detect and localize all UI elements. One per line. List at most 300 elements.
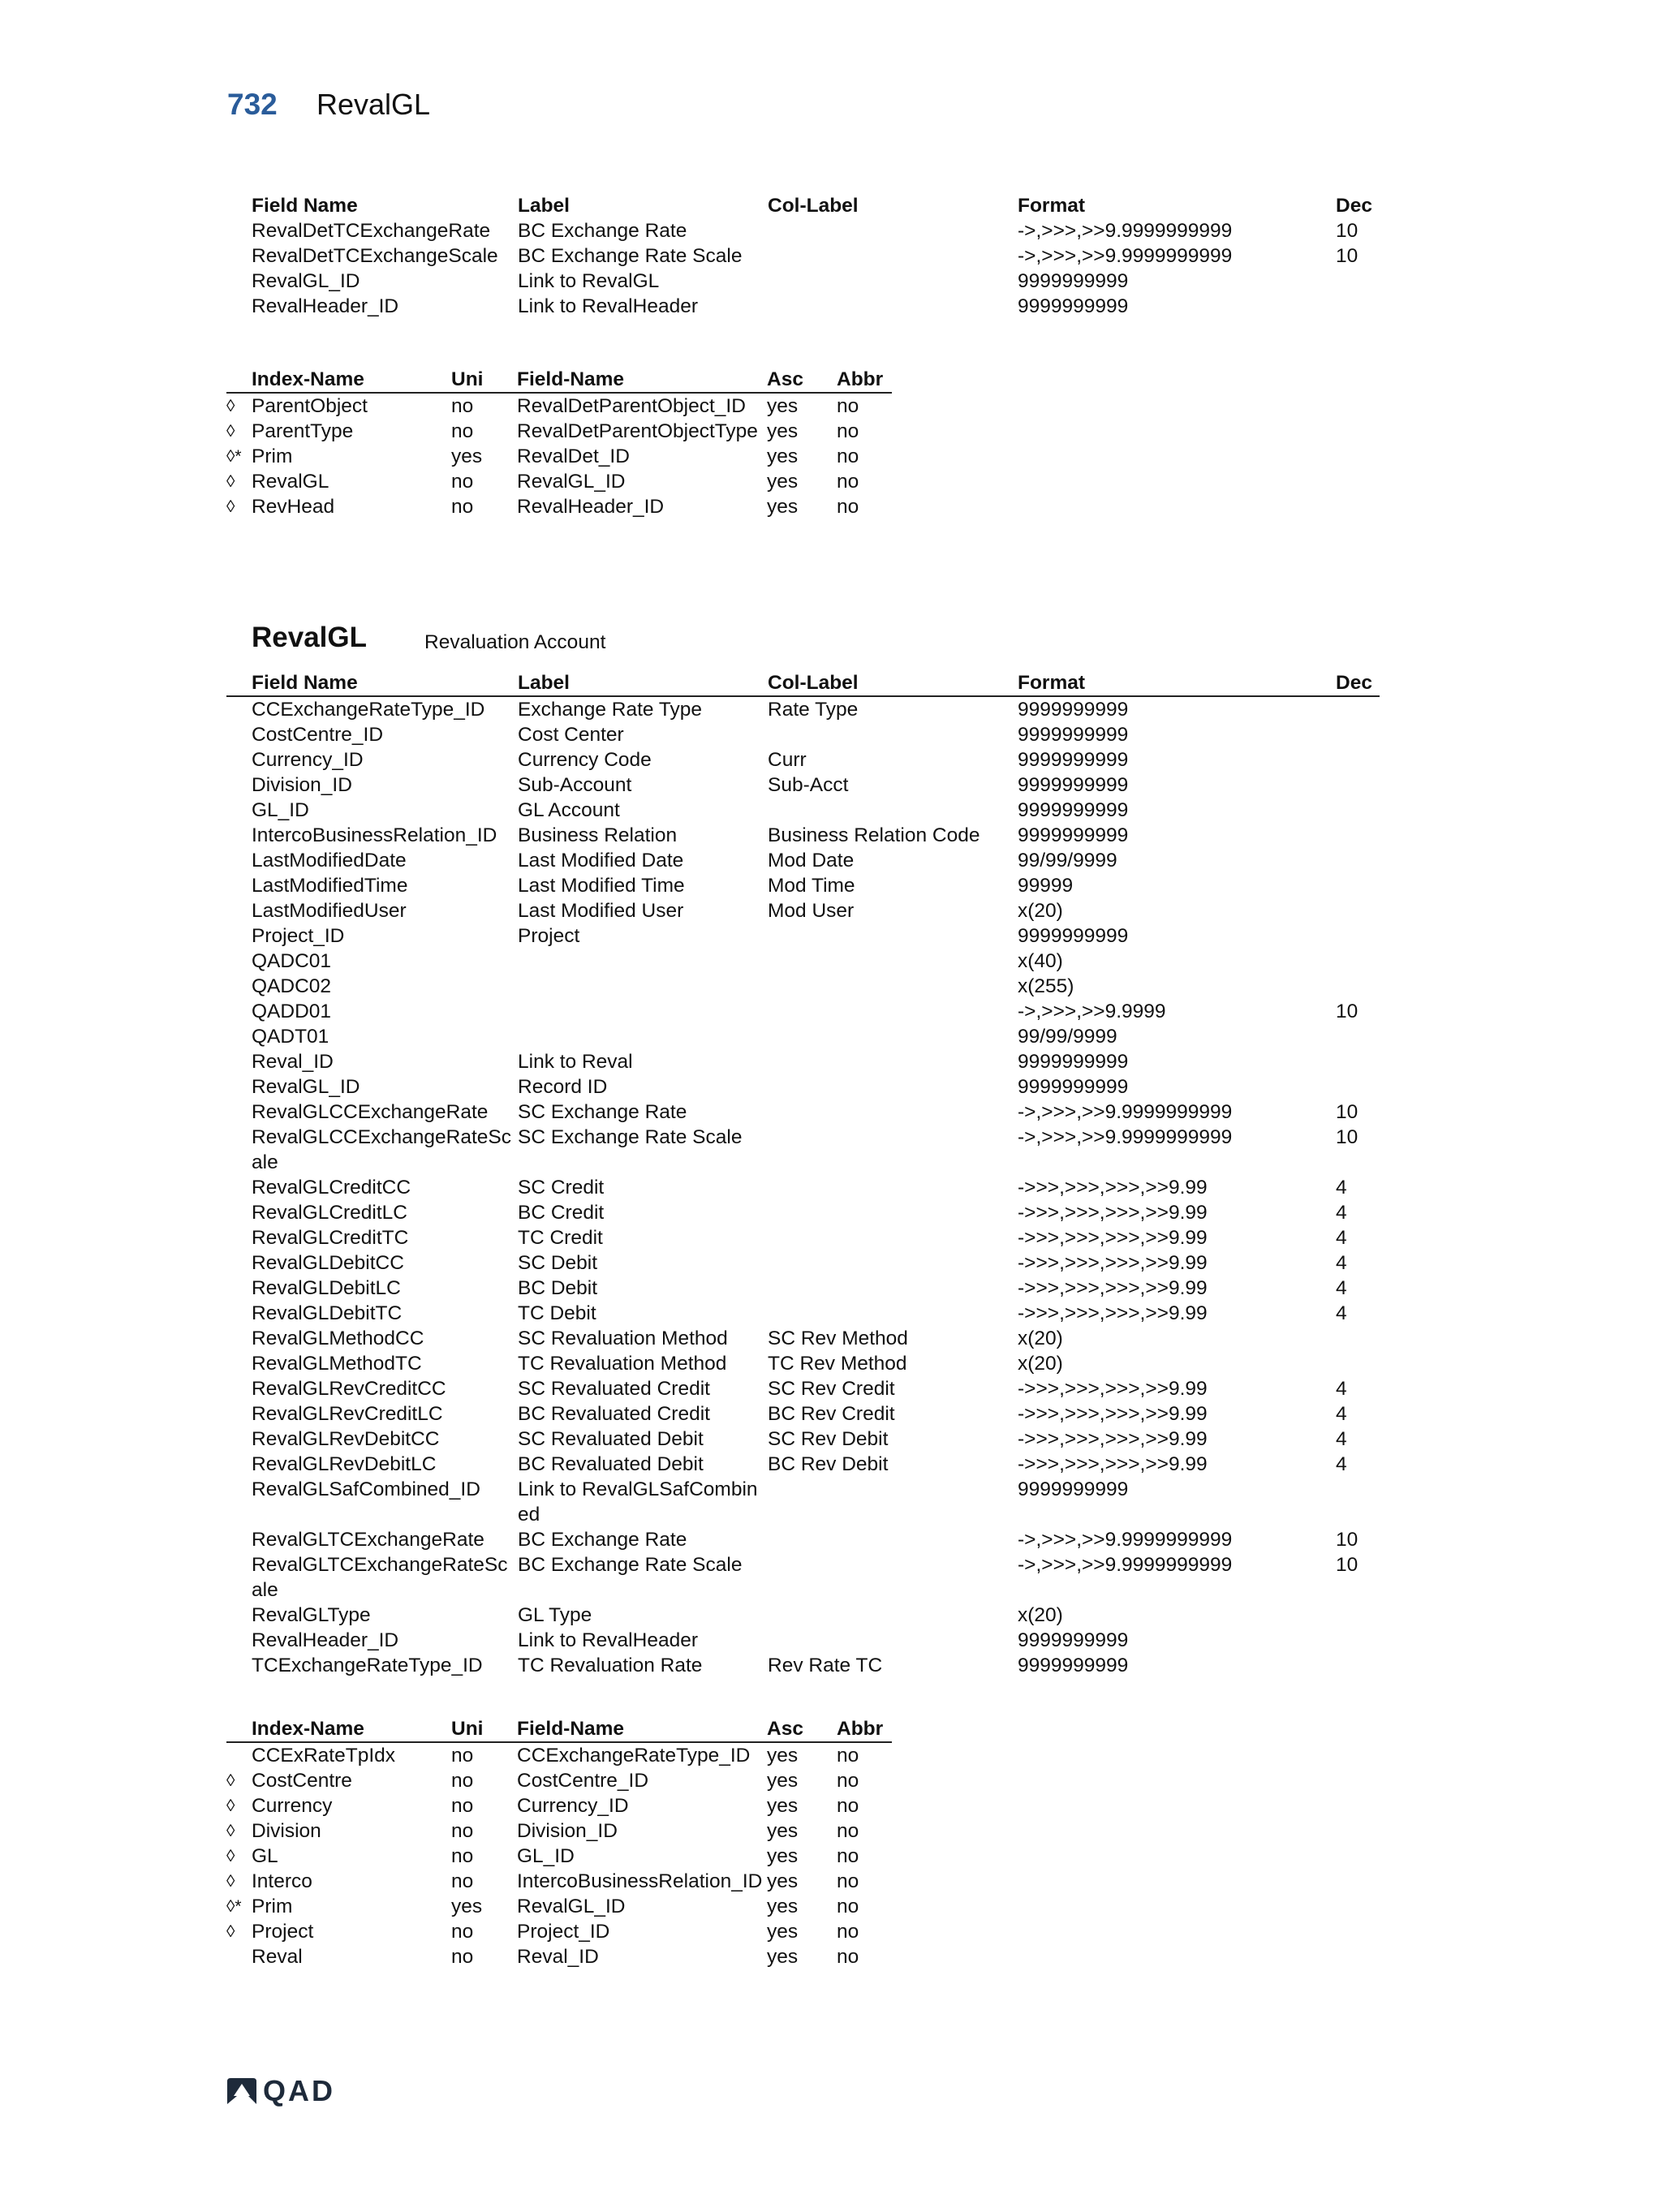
- table-cell: yes: [767, 1946, 799, 1968]
- marker-cell: [226, 1301, 252, 1326]
- table-cell: no: [451, 395, 474, 417]
- table-cell: BC Exchange Rate Scale: [518, 245, 743, 267]
- table-cell: 9999999999: [1018, 270, 1129, 292]
- index-marker: [226, 1742, 252, 1768]
- marker-column-header: [226, 1716, 252, 1742]
- table-cell: RevalDetTCExchangeScale: [252, 245, 498, 267]
- marker-cell: [226, 696, 252, 722]
- column-header: Col-Label: [768, 195, 859, 217]
- table-cell: Curr: [768, 749, 807, 771]
- marker-cell: [226, 747, 252, 772]
- index-marker: ◊: [226, 1922, 235, 1941]
- index-marker: ◊*: [226, 447, 242, 466]
- table-cell: ->,>>>,>>9.9999999999: [1018, 1529, 1233, 1551]
- marker-cell: [226, 1628, 252, 1653]
- table-cell: RevHead: [252, 496, 335, 518]
- table-cell: [768, 1552, 1018, 1603]
- table-cell: RevalGLRevDebitLC: [252, 1453, 437, 1475]
- table-cell: RevalGL_ID: [252, 270, 360, 292]
- table-cell: [1336, 798, 1380, 823]
- table-cell: [768, 722, 1018, 747]
- index-table-top-header: [226, 367, 892, 393]
- table-cell: [768, 218, 1018, 243]
- table-cell: ->>>,>>>,>>>,>>9.99: [1018, 1302, 1208, 1324]
- table-cell: [1336, 1024, 1380, 1049]
- index-marker: ◊: [226, 422, 235, 441]
- table-cell: RevalDetTCExchangeRate: [252, 220, 491, 242]
- index-table-main-header: [226, 1716, 892, 1742]
- table-row: [226, 393, 892, 419]
- table-cell: LastModifiedUser: [252, 900, 407, 922]
- table-cell: [768, 269, 1018, 294]
- table-cell: 9999999999: [1018, 295, 1129, 317]
- table-cell: CostCentre_ID: [517, 1770, 649, 1792]
- table-row: [226, 1100, 1380, 1125]
- table-row: [226, 444, 892, 469]
- table-cell: 9999999999: [1018, 749, 1129, 771]
- table-cell: GL_ID: [252, 799, 309, 821]
- table-cell: RevalHeader_ID: [252, 295, 399, 317]
- index-table-main-body: [226, 1742, 892, 1969]
- qad-logo-text: QAD: [263, 2074, 335, 2107]
- table-cell: LastModifiedDate: [252, 850, 407, 871]
- table-cell: x(20): [1018, 1604, 1063, 1626]
- marker-cell: [226, 1175, 252, 1200]
- table-row: [226, 1125, 1380, 1175]
- column-header: Abbr: [837, 1716, 892, 1742]
- header-row: [226, 1716, 892, 1742]
- table-cell: 4: [1336, 1252, 1347, 1274]
- table-cell: TCExchangeRateType_ID: [252, 1655, 483, 1676]
- marker-cell: [226, 722, 252, 747]
- table-cell: IntercoBusinessRelation_ID: [252, 824, 497, 846]
- table-cell: [768, 1276, 1018, 1301]
- table-row: [226, 1351, 1380, 1376]
- index-table-top-body: [226, 393, 892, 519]
- table-row: [226, 1944, 892, 1969]
- table-cell: RevalDetParentObject_ID: [517, 395, 746, 417]
- table-cell: 4: [1336, 1227, 1347, 1249]
- table-cell: yes: [767, 395, 799, 417]
- table-cell: [768, 974, 1018, 999]
- marker-cell: [226, 1024, 252, 1049]
- table-row: [226, 1653, 1380, 1678]
- column-header: Field Name: [252, 195, 358, 217]
- table-cell: 10: [1336, 1101, 1358, 1123]
- table-cell: RevalGLRevCreditCC: [252, 1378, 446, 1400]
- marker-cell: [226, 1427, 252, 1452]
- marker-cell: [226, 1653, 252, 1678]
- table-cell: no: [837, 1896, 859, 1917]
- table-row: [226, 1401, 1380, 1427]
- table-cell: ->>>,>>>,>>>,>>9.99: [1018, 1177, 1208, 1199]
- table-cell: [768, 1527, 1018, 1552]
- table-cell: Sub-Acct: [768, 774, 849, 796]
- column-header: Uni: [451, 367, 517, 393]
- table-cell: no: [451, 496, 474, 518]
- table-cell: [1336, 294, 1380, 319]
- table-cell: [1336, 848, 1380, 873]
- index-marker: ◊: [226, 1771, 235, 1790]
- table-cell: [518, 949, 768, 974]
- table-cell: RevalDet_ID: [517, 445, 630, 467]
- table-cell: [1336, 1653, 1380, 1678]
- index-table-main: [226, 1716, 892, 1969]
- table-row: [226, 1894, 892, 1919]
- table-cell: no: [837, 1845, 859, 1867]
- table-cell: TC Revaluation Method: [518, 1353, 727, 1375]
- header-row: [226, 670, 1380, 696]
- table-row: [226, 1276, 1380, 1301]
- table-row: [252, 294, 1380, 319]
- table-cell: ->,>>>,>>9.9999999999: [1018, 1554, 1233, 1576]
- table-cell: 9999999999: [1018, 824, 1129, 846]
- marker-cell: [226, 898, 252, 923]
- table-cell: [518, 1024, 768, 1049]
- table-cell: [768, 1024, 1018, 1049]
- table-cell: ->>>,>>>,>>>,>>9.99: [1018, 1428, 1208, 1450]
- table-cell: SC Revaluated Debit: [518, 1428, 704, 1450]
- fields-table-main-body: [226, 696, 1380, 1678]
- table-row: [226, 1326, 1380, 1351]
- table-row: [226, 1225, 1380, 1250]
- table-cell: [1336, 923, 1380, 949]
- table-cell: no: [451, 1845, 474, 1867]
- table-cell: CostCentre: [252, 1770, 352, 1792]
- index-marker: ◊: [226, 1797, 235, 1815]
- table-cell: BC Revaluated Credit: [518, 1403, 710, 1425]
- table-cell: RevalGLDebitTC: [252, 1302, 403, 1324]
- table-cell: no: [837, 1946, 859, 1968]
- section-title: RevalGL: [252, 622, 367, 653]
- table-cell: RevalGLRevDebitCC: [252, 1428, 440, 1450]
- marker-cell: [226, 1276, 252, 1301]
- marker-cell: [226, 999, 252, 1024]
- fields-table-top: [252, 193, 1380, 319]
- table-cell: 9999999999: [1018, 1076, 1129, 1098]
- table-cell: 10: [1336, 245, 1358, 267]
- table-cell: Business Relation: [518, 824, 678, 846]
- table-cell: x(40): [1018, 950, 1063, 972]
- table-cell: [1336, 696, 1380, 722]
- table-cell: 4: [1336, 1277, 1347, 1299]
- table-cell: [768, 1100, 1018, 1125]
- table-cell: x(20): [1018, 1328, 1063, 1349]
- table-cell: RevalHeader_ID: [517, 496, 665, 518]
- table-row: [226, 1844, 892, 1869]
- marker-cell: [226, 1125, 252, 1175]
- table-cell: ->,>>>,>>9.9999999999: [1018, 1101, 1233, 1123]
- table-cell: Link to RevalGLSafCombined: [518, 1478, 758, 1526]
- table-cell: yes: [767, 1896, 799, 1917]
- table-row: [226, 1919, 892, 1944]
- table-cell: RevalGL_ID: [517, 1896, 626, 1917]
- table-row: [226, 949, 1380, 974]
- table-cell: 99/99/9999: [1018, 850, 1117, 871]
- table-cell: BC Rev Credit: [768, 1403, 895, 1425]
- table-cell: Project: [252, 1921, 314, 1943]
- table-row: [226, 747, 1380, 772]
- table-cell: 10: [1336, 1001, 1358, 1022]
- column-header: Format: [1018, 195, 1086, 217]
- marker-cell: [226, 1552, 252, 1603]
- table-row: [226, 1477, 1380, 1527]
- marker-cell: [226, 848, 252, 873]
- index-marker: ◊: [226, 497, 235, 516]
- table-row: [226, 823, 1380, 848]
- table-row: [226, 1200, 1380, 1225]
- table-cell: Mod Date: [768, 850, 855, 871]
- table-cell: BC Credit: [518, 1202, 605, 1224]
- table-cell: ->>>,>>>,>>>,>>9.99: [1018, 1378, 1208, 1400]
- column-header: Index-Name: [252, 367, 451, 393]
- index-marker: ◊*: [226, 1897, 242, 1916]
- table-cell: Link to RevalHeader: [518, 1629, 698, 1651]
- table-row: [226, 419, 892, 444]
- table-row: [226, 1742, 892, 1768]
- table-cell: Sub-Account: [518, 774, 632, 796]
- table-cell: 4: [1336, 1403, 1347, 1425]
- table-cell: Cost Center: [518, 724, 624, 746]
- table-cell: [1336, 823, 1380, 848]
- table-cell: Business Relation Code: [768, 824, 980, 846]
- table-cell: yes: [767, 1770, 799, 1792]
- index-marker: ◊: [226, 1847, 235, 1866]
- table-cell: SC Debit: [518, 1252, 598, 1274]
- table-cell: Project_ID: [517, 1921, 610, 1943]
- table-cell: Prim: [252, 1896, 293, 1917]
- index-marker: ◊: [226, 397, 235, 415]
- table-cell: RevalGLCreditLC: [252, 1202, 407, 1224]
- table-cell: [768, 1125, 1018, 1175]
- table-cell: Mod Time: [768, 875, 855, 897]
- table-cell: ParentObject: [252, 395, 368, 417]
- table-row: [226, 1376, 1380, 1401]
- table-cell: no: [451, 1745, 474, 1767]
- table-cell: [768, 1200, 1018, 1225]
- table-cell: [1336, 1603, 1380, 1628]
- column-header: Label: [518, 670, 768, 696]
- table-cell: Interco: [252, 1870, 312, 1892]
- table-cell: [768, 1250, 1018, 1276]
- table-cell: QADC01: [252, 950, 332, 972]
- section-description: Revaluation Account: [424, 631, 606, 653]
- table-cell: 10: [1336, 1529, 1358, 1551]
- marker-column-header: [226, 670, 252, 696]
- column-header: Asc: [767, 1716, 837, 1742]
- table-cell: x(255): [1018, 975, 1074, 997]
- table-row: [252, 269, 1380, 294]
- marker-cell: [226, 798, 252, 823]
- column-header: Field-Name: [517, 367, 767, 393]
- marker-cell: [226, 1452, 252, 1477]
- table-cell: SC Exchange Rate Scale: [518, 1126, 743, 1148]
- table-cell: [518, 974, 768, 999]
- table-cell: no: [837, 471, 859, 493]
- table-cell: ->>>,>>>,>>>,>>9.99: [1018, 1453, 1208, 1475]
- table-cell: Last Modified Time: [518, 875, 685, 897]
- marker-cell: [226, 1326, 252, 1351]
- index-marker: [226, 1944, 252, 1969]
- table-cell: 10: [1336, 1126, 1358, 1148]
- table-cell: yes: [767, 471, 799, 493]
- qad-logo: [226, 2074, 335, 2108]
- table-cell: [1336, 1049, 1380, 1074]
- table-cell: 10: [1336, 1554, 1358, 1576]
- column-header: Dec: [1336, 670, 1380, 696]
- table-row: [226, 469, 892, 494]
- page-header-title: RevalGL: [316, 88, 431, 121]
- table-cell: 9999999999: [1018, 925, 1129, 947]
- page-number: 732: [227, 88, 278, 121]
- table-cell: SC Rev Credit: [768, 1378, 895, 1400]
- table-cell: GL: [252, 1845, 278, 1867]
- table-cell: Rev Rate TC: [768, 1655, 883, 1676]
- table-cell: [1336, 974, 1380, 999]
- table-cell: RevalGLMethodCC: [252, 1328, 424, 1349]
- table-row: [226, 1452, 1380, 1477]
- marker-cell: [226, 1200, 252, 1225]
- qad-logo-mark-icon: [226, 2076, 258, 2106]
- table-cell: no: [837, 420, 859, 442]
- table-cell: CCExRateTpIdx: [252, 1745, 396, 1767]
- table-cell: Currency: [252, 1795, 333, 1817]
- table-cell: Project: [518, 925, 580, 947]
- marker-cell: [226, 1603, 252, 1628]
- table-cell: 99999: [1018, 875, 1074, 897]
- table-cell: Prim: [252, 445, 293, 467]
- table-cell: no: [837, 1745, 859, 1767]
- table-cell: SC Exchange Rate: [518, 1101, 687, 1123]
- header-row: [226, 367, 892, 393]
- table-cell: Currency Code: [518, 749, 652, 771]
- table-cell: [518, 999, 768, 1024]
- table-row: [226, 1768, 892, 1793]
- table-cell: ->,>>>,>>9.9999: [1018, 1001, 1166, 1022]
- table-cell: Rate Type: [768, 699, 859, 721]
- table-row: [226, 999, 1380, 1024]
- table-row: [226, 1250, 1380, 1276]
- table-cell: GL Type: [518, 1604, 592, 1626]
- table-cell: no: [451, 1820, 474, 1842]
- table-cell: Link to Reval: [518, 1051, 633, 1073]
- table-row: [226, 1818, 892, 1844]
- table-cell: Last Modified Date: [518, 850, 684, 871]
- table-row: [226, 772, 1380, 798]
- fields-table-top-body: [252, 218, 1380, 319]
- table-cell: 4: [1336, 1428, 1347, 1450]
- table-cell: 4: [1336, 1177, 1347, 1199]
- table-cell: Division_ID: [517, 1820, 618, 1842]
- table-cell: SC Rev Debit: [768, 1428, 889, 1450]
- table-cell: SC Credit: [518, 1177, 605, 1199]
- column-header: Dec: [1336, 195, 1372, 217]
- table-cell: RevalGLDebitCC: [252, 1252, 404, 1274]
- table-cell: no: [451, 1795, 474, 1817]
- table-cell: no: [451, 471, 474, 493]
- table-row: [226, 898, 1380, 923]
- column-header: Col-Label: [768, 670, 1018, 696]
- table-cell: ParentType: [252, 420, 354, 442]
- table-cell: CostCentre_ID: [252, 724, 384, 746]
- table-cell: no: [837, 395, 859, 417]
- column-header: Index-Name: [252, 1716, 451, 1742]
- table-cell: RevalGLCCExchangeRate: [252, 1101, 489, 1123]
- table-row: [226, 1301, 1380, 1326]
- table-row: [226, 923, 1380, 949]
- table-cell: Currency_ID: [252, 749, 364, 771]
- table-cell: Division: [252, 1820, 321, 1842]
- marker-cell: [226, 1074, 252, 1100]
- table-cell: [768, 294, 1018, 319]
- table-row: [226, 1603, 1380, 1628]
- table-cell: RevalGLSafCombined_ID: [252, 1478, 480, 1500]
- table-row: [226, 1427, 1380, 1452]
- table-cell: [768, 243, 1018, 269]
- table-cell: Exchange Rate Type: [518, 699, 703, 721]
- table-row: [226, 1552, 1380, 1603]
- table-cell: BC Exchange Rate Scale: [518, 1554, 743, 1576]
- table-cell: yes: [767, 1795, 799, 1817]
- table-cell: [768, 1477, 1018, 1527]
- table-cell: [768, 999, 1018, 1024]
- table-cell: QADT01: [252, 1026, 329, 1048]
- table-cell: TC Revaluation Rate: [518, 1655, 703, 1676]
- marker-cell: [226, 1477, 252, 1527]
- table-cell: 4: [1336, 1302, 1347, 1324]
- table-cell: IntercoBusinessRelation_ID: [517, 1870, 763, 1892]
- table-cell: no: [451, 420, 474, 442]
- table-cell: yes: [767, 1820, 799, 1842]
- column-header: Field-Name: [517, 1716, 767, 1742]
- table-cell: ->>>,>>>,>>>,>>9.99: [1018, 1252, 1208, 1274]
- marker-cell: [226, 1225, 252, 1250]
- table-cell: RevalDetParentObjectType: [517, 420, 758, 442]
- table-cell: Link to RevalHeader: [518, 295, 698, 317]
- table-cell: QADC02: [252, 975, 332, 997]
- table-row: [226, 974, 1380, 999]
- table-cell: [768, 1225, 1018, 1250]
- table-cell: RevalGLCCExchangeRateScale: [252, 1126, 512, 1173]
- marker-cell: [226, 923, 252, 949]
- table-cell: yes: [767, 1921, 799, 1943]
- column-header: Format: [1018, 670, 1336, 696]
- marker-cell: [226, 1049, 252, 1074]
- fields-table-top-header: [252, 193, 1380, 218]
- column-header: Label: [518, 195, 570, 217]
- table-cell: BC Debit: [518, 1277, 598, 1299]
- table-cell: QADD01: [252, 1001, 332, 1022]
- table-row: [226, 1049, 1380, 1074]
- table-cell: [1336, 772, 1380, 798]
- table-row: [226, 848, 1380, 873]
- table-row: [226, 1175, 1380, 1200]
- table-cell: RevalGL_ID: [252, 1076, 360, 1098]
- table-cell: ->,>>>,>>9.9999999999: [1018, 1126, 1233, 1148]
- fields-table-main: [226, 670, 1380, 1678]
- table-cell: 99/99/9999: [1018, 1026, 1117, 1048]
- table-cell: Reval_ID: [517, 1946, 599, 1968]
- table-cell: no: [451, 1870, 474, 1892]
- table-cell: SC Rev Method: [768, 1328, 908, 1349]
- table-cell: x(20): [1018, 900, 1063, 922]
- table-cell: 4: [1336, 1378, 1347, 1400]
- marker-cell: [226, 873, 252, 898]
- table-cell: ->>>,>>>,>>>,>>9.99: [1018, 1403, 1208, 1425]
- table-row: [226, 1527, 1380, 1552]
- table-cell: 10: [1336, 220, 1358, 242]
- table-cell: TC Credit: [518, 1227, 603, 1249]
